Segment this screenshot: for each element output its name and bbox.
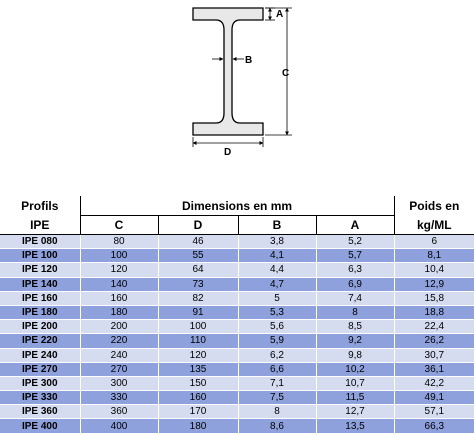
cell-profile: IPE 220 [0,334,80,348]
cell-a: 7,4 [316,291,394,305]
table-row [0,362,474,376]
cell-weight: 66,3 [394,419,474,433]
cell-d: 170 [158,405,238,419]
header-d: D [158,216,238,235]
label-c: C [282,68,290,79]
header-weight-line2: kg/ML [394,216,474,235]
cell-a: 11,5 [316,391,394,405]
cell-weight: 30,7 [394,348,474,362]
cell-d: 135 [158,362,238,376]
cell-d: 55 [158,249,238,263]
cell-c: 180 [80,305,158,319]
cell-weight: 57,1 [394,405,474,419]
cell-profile: IPE 300 [0,376,80,390]
header-c: C [80,216,158,235]
cell-c: 80 [80,235,158,249]
cell-a: 9,2 [316,334,394,348]
cell-d: 64 [158,263,238,277]
table-row [0,277,474,291]
table-body [0,235,474,434]
table-row [0,320,474,334]
table-row [0,391,474,405]
cell-b: 6,2 [238,348,316,362]
cell-weight: 22,4 [394,320,474,334]
cell-c: 160 [80,291,158,305]
ipe-beam-diagram [0,0,474,196]
cell-profile: IPE 330 [0,391,80,405]
cell-a: 10,2 [316,362,394,376]
cell-profile: IPE 240 [0,348,80,362]
cell-weight: 6 [394,235,474,249]
cell-d: 150 [158,376,238,390]
table-row [0,348,474,362]
table-row [0,249,474,263]
cell-d: 110 [158,334,238,348]
cell-profile: IPE 400 [0,419,80,433]
header-profiles: Profils [0,196,80,216]
table-row [0,291,474,305]
label-a: A [276,9,284,20]
table-row [0,405,474,419]
cell-b: 5,9 [238,334,316,348]
cell-weight: 8,1 [394,249,474,263]
cell-a: 8 [316,305,394,319]
cell-a: 5,2 [316,235,394,249]
cell-weight: 49,1 [394,391,474,405]
cell-b: 5 [238,291,316,305]
table-row [0,334,474,348]
cell-c: 360 [80,405,158,419]
table-row [0,263,474,277]
table-row [0,376,474,390]
cell-profile: IPE 080 [0,235,80,249]
cell-c: 270 [80,362,158,376]
cell-a: 6,9 [316,277,394,291]
cell-profile: IPE 200 [0,320,80,334]
ipe-dimensions-table [0,196,474,434]
cell-a: 9,8 [316,348,394,362]
cell-a: 5,7 [316,249,394,263]
cell-b: 8,6 [238,419,316,433]
cell-b: 7,5 [238,391,316,405]
cell-a: 12,7 [316,405,394,419]
cell-d: 160 [158,391,238,405]
cell-profile: IPE 100 [0,249,80,263]
cell-b: 3,8 [238,235,316,249]
header-dimensions: Dimensions en mm [80,196,394,216]
cell-b: 5,6 [238,320,316,334]
cell-c: 220 [80,334,158,348]
cell-b: 4,1 [238,249,316,263]
header-b: B [238,216,316,235]
cell-b: 4,4 [238,263,316,277]
cell-d: 82 [158,291,238,305]
cell-weight: 12,9 [394,277,474,291]
header-a: A [316,216,394,235]
table-row [0,305,474,319]
label-d: D [224,147,232,158]
cell-d: 120 [158,348,238,362]
cell-profile: IPE 120 [0,263,80,277]
cell-c: 330 [80,391,158,405]
cell-d: 180 [158,419,238,433]
cell-d: 46 [158,235,238,249]
cell-profile: IPE 140 [0,277,80,291]
cell-b: 8 [238,405,316,419]
cell-c: 140 [80,277,158,291]
cell-a: 10,7 [316,376,394,390]
cell-weight: 10,4 [394,263,474,277]
cell-d: 91 [158,305,238,319]
cell-d: 73 [158,277,238,291]
ipe-beam-profile [193,8,263,135]
table-row [0,419,474,433]
header-ipe: IPE [0,216,80,235]
label-b: B [245,55,253,66]
cell-profile: IPE 180 [0,305,80,319]
cell-c: 120 [80,263,158,277]
cell-weight: 42,2 [394,376,474,390]
cell-a: 13,5 [316,419,394,433]
header-weight-line1: Poids en [394,196,474,216]
cell-a: 8,5 [316,320,394,334]
cell-a: 6,3 [316,263,394,277]
cell-weight: 26,2 [394,334,474,348]
cell-c: 200 [80,320,158,334]
cell-c: 300 [80,376,158,390]
cell-c: 100 [80,249,158,263]
cell-b: 7,1 [238,376,316,390]
cell-weight: 15,8 [394,291,474,305]
cell-b: 5,3 [238,305,316,319]
table-row [0,235,474,249]
cell-profile: IPE 360 [0,405,80,419]
cell-d: 100 [158,320,238,334]
cell-b: 4,7 [238,277,316,291]
cell-c: 240 [80,348,158,362]
cell-weight: 36,1 [394,362,474,376]
cell-profile: IPE 270 [0,362,80,376]
cell-weight: 18,8 [394,305,474,319]
cell-c: 400 [80,419,158,433]
cell-b: 6,6 [238,362,316,376]
cell-profile: IPE 160 [0,291,80,305]
